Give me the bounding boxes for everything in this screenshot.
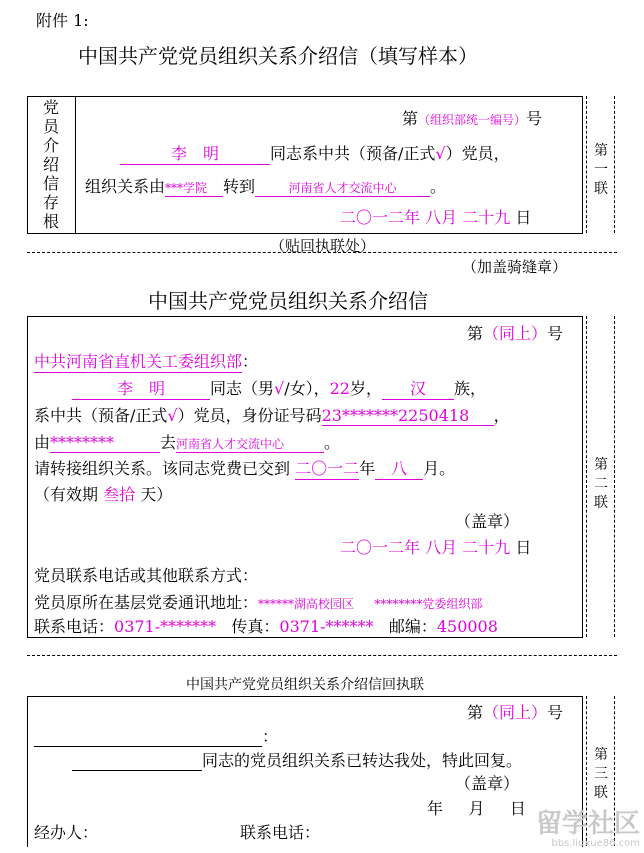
watermark-url: bbs.liuxue86.com: [551, 838, 640, 849]
receipt-phone: 联系电话：: [240, 823, 321, 842]
letter-recipient: 中共河南省直机关工委组织部：: [34, 349, 258, 373]
letter-validity-days: 叁拾: [103, 485, 136, 504]
cut-line-1: [27, 252, 617, 253]
letter-phone: 0371-*******: [114, 617, 217, 636]
letter-date: 二〇一二年 八月 二十九 日: [340, 538, 532, 557]
letter-perforation: [586, 316, 587, 637]
seam-seal-note: （加盖骑缝章）: [462, 258, 568, 276]
receipt-handler: 经办人：: [34, 823, 99, 842]
letter-ethnicity: 汉: [382, 376, 454, 400]
receipt-page-label: 第 三 联: [594, 747, 608, 801]
stub-to-org: 河南省人才交流中心: [255, 179, 430, 197]
letter-to-org: 河南省人才交流中心: [176, 435, 324, 453]
stub-perforation-outer: [614, 96, 615, 233]
letter-contact-heading: 党员联系电话或其他联系方式：: [34, 566, 259, 585]
stub-line-1: 李 明 同志系中共（预备/正式√）党员，: [120, 141, 510, 165]
letter-name: 李 明: [72, 376, 210, 400]
stub-divider: [75, 96, 76, 233]
stub-serial: 第（组织部统一编号）号: [402, 109, 543, 128]
stub-page-label: 第 一 联: [594, 143, 608, 197]
stub-name: 李 明: [120, 141, 270, 165]
letter-age: 22: [329, 379, 350, 398]
letter-page-label: 第 二 联: [594, 457, 608, 511]
stub-date: 二〇一二年 八月 二十九 日: [340, 208, 532, 227]
letter-line-transfer: 由******** 去河南省人才交流中心 。: [34, 433, 341, 452]
receipt-body-line: 同志的党员组织关系已转达我处，特此回复。: [72, 748, 522, 771]
stub-perforation: [586, 96, 587, 233]
letter-line-member: 系中共（预备/正式√）党员，身份证号码23*******2250418 ，: [34, 406, 510, 425]
attachment-label: 附件 1:: [36, 11, 89, 30]
receipt-date: 年 月 日: [427, 799, 526, 818]
letter-id-number: 23*******2250418: [322, 406, 494, 426]
watermark-brand: 留学社区: [535, 809, 640, 839]
letter-seal: （盖章）: [455, 512, 520, 531]
letter-dues-year: 二〇一二: [295, 456, 359, 480]
letter-line-dues: 请转接组织关系。该同志党费已交到 二〇一二年 八 月。: [34, 456, 455, 480]
letter-zip: 450008: [436, 617, 498, 636]
letter-title: 中国共产党党员组织关系介绍信: [148, 289, 428, 313]
cut-line-2: [27, 655, 617, 656]
watermark: [536, 810, 640, 849]
letter-line-validity: （有效期 叁拾 天）: [34, 485, 173, 504]
receipt-title: 中国共产党党员组织关系介绍信回执联: [186, 677, 424, 693]
letter-address-1: ******湖高校园区: [258, 597, 355, 611]
document-title: 中国共产党党员组织关系介绍信（填写样本）: [78, 44, 478, 68]
letter-address-2: ********党委组织部: [374, 597, 483, 611]
receipt-seal: （盖章）: [455, 774, 520, 793]
stub-bottom-note: （贴回执联处）: [270, 237, 376, 255]
letter-line-identity: 李 明 同志（男√/女），22岁， 汉 族，: [72, 376, 486, 400]
stub-from-org: ***学院: [165, 179, 223, 197]
stub-side-label: 党 员 介 绍 信 存 根: [42, 98, 59, 231]
letter-dues-month: 八: [375, 456, 423, 480]
letter-phone-line: 联系电话：0371-******* 传真：0371-****** 邮编：450008: [34, 617, 498, 636]
letter-perforation-outer: [614, 316, 615, 637]
letter-fax: 0371-******: [279, 617, 374, 636]
letter-from-org: ********: [50, 433, 160, 453]
letter-serial: 第（同上）号: [467, 324, 564, 343]
stub-line-2: 组织关系由***学院 转到 河南省人才交流中心 。: [85, 177, 447, 196]
letter-address-line: 党员原所在基层党委通讯地址：******湖高校园区 ********党委组织部: [34, 593, 483, 612]
receipt-serial: 第（同上）号: [467, 703, 564, 722]
receipt-recipient-line: ：: [34, 724, 278, 747]
